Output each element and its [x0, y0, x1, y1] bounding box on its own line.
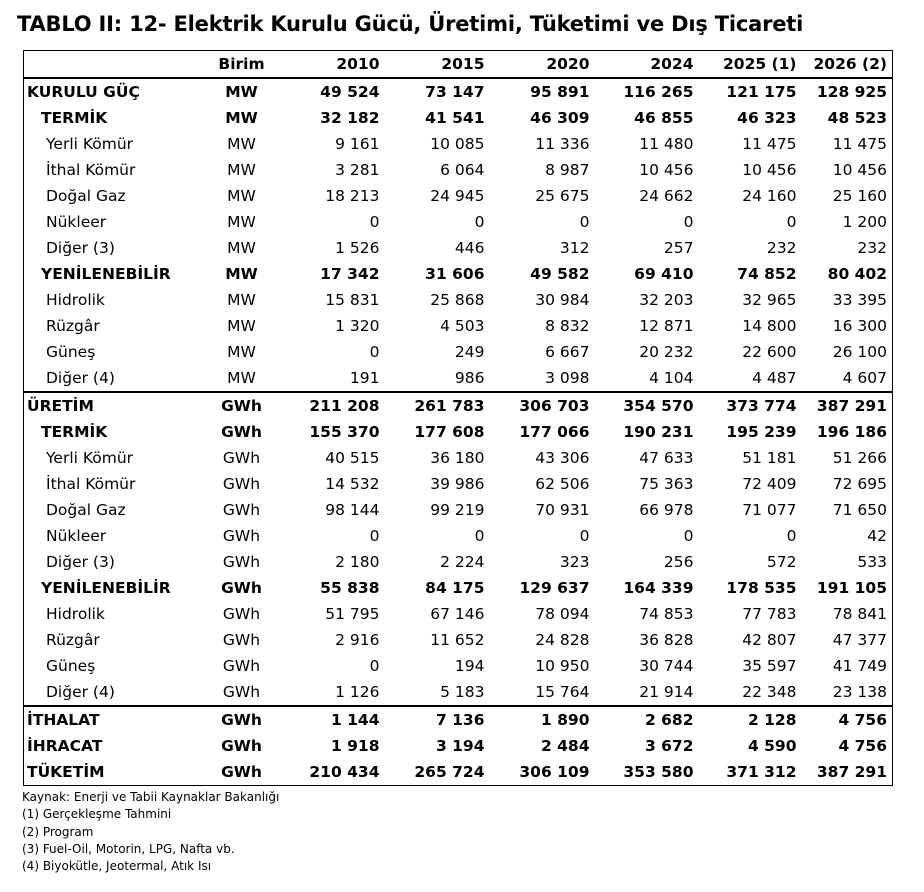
value-cell: 11 336 [535, 135, 590, 153]
row-label: Nükleer [46, 213, 107, 231]
row-unit: GWh [222, 657, 261, 675]
value-cell: 211 208 [278, 392, 385, 419]
table-row [24, 209, 893, 235]
value-cell: 4 756 [838, 737, 887, 755]
table-row [24, 313, 893, 339]
value-cell: 178 535 [726, 579, 797, 597]
row-unit: MW [227, 135, 256, 153]
row-label: Diğer (3) [46, 553, 115, 571]
value-cell: 14 800 [742, 317, 797, 335]
value-cell: 7 136 [385, 706, 490, 733]
value-cell: 49 524 [320, 83, 380, 101]
table-row [24, 445, 893, 471]
value-cell: 194 [454, 657, 485, 675]
value-cell: 2 916 [335, 631, 380, 649]
value-cell: 32 182 [320, 109, 380, 127]
row-unit: GWh [206, 706, 278, 733]
value-cell: 116 265 [623, 83, 694, 101]
value-cell: 8 832 [545, 317, 590, 335]
row-unit: MW [227, 317, 256, 335]
row-unit: GWh [222, 605, 261, 623]
value-cell: 0 [579, 213, 590, 231]
value-cell: 191 [349, 369, 380, 387]
row-label: ÜRETİM [24, 392, 206, 419]
value-cell: 232 [766, 239, 797, 257]
footnote: (4) Biyokütle, Jeotermal, Atık Isı [22, 859, 212, 874]
value-cell: 10 950 [535, 657, 590, 675]
value-cell: 353 580 [623, 763, 694, 781]
value-cell: 261 783 [385, 392, 490, 419]
value-cell: 46 309 [530, 109, 590, 127]
table-row [24, 706, 893, 733]
value-cell: 67 146 [430, 605, 485, 623]
table-row [24, 733, 893, 759]
table-row [24, 653, 893, 679]
value-cell: 46 323 [737, 109, 797, 127]
value-cell: 71 650 [832, 501, 887, 519]
row-label: Rüzgâr [46, 317, 100, 335]
row-label: Doğal Gaz [46, 187, 126, 205]
value-cell: 47 377 [832, 631, 887, 649]
value-cell: 191 105 [816, 579, 887, 597]
value-cell: 2 682 [595, 706, 699, 733]
value-cell: 0 [786, 213, 797, 231]
row-unit: MW [225, 265, 258, 283]
value-cell: 69 410 [634, 265, 694, 283]
value-cell: 0 [474, 527, 485, 545]
value-cell: 0 [683, 527, 694, 545]
table-row [24, 679, 893, 706]
value-cell: 31 606 [425, 265, 485, 283]
value-cell: 24 662 [639, 187, 694, 205]
row-unit: MW [227, 161, 256, 179]
value-cell: 26 100 [832, 343, 887, 361]
value-cell: 42 807 [742, 631, 797, 649]
value-cell: 41 749 [832, 657, 887, 675]
value-cell: 22 348 [742, 683, 797, 701]
row-unit: MW [227, 187, 256, 205]
value-cell: 210 434 [309, 763, 380, 781]
value-cell: 51 795 [325, 605, 380, 623]
value-cell: 129 637 [519, 579, 590, 597]
value-cell: 387 291 [816, 763, 887, 781]
row-unit: GWh [222, 631, 261, 649]
table-row [24, 78, 893, 105]
row-label: Güneş [46, 657, 96, 675]
value-cell: 9 161 [335, 135, 380, 153]
value-cell: 1 918 [330, 737, 380, 755]
value-cell: 986 [454, 369, 485, 387]
table-row [24, 601, 893, 627]
row-label: Güneş [46, 343, 96, 361]
value-cell: 11 475 [832, 135, 887, 153]
value-cell: 4 590 [747, 737, 797, 755]
row-label: YENİLENEBİLİR [41, 265, 171, 283]
value-cell: 0 [474, 213, 485, 231]
value-cell: 306 703 [490, 392, 595, 419]
value-cell: 16 300 [832, 317, 887, 335]
value-cell: 11 475 [742, 135, 797, 153]
row-label: KURULU GÜÇ [27, 83, 140, 101]
value-cell: 128 925 [816, 83, 887, 101]
row-label: İthal Kömür [46, 161, 136, 179]
value-cell: 24 945 [430, 187, 485, 205]
value-cell: 17 342 [320, 265, 380, 283]
row-label: TERMİK [41, 109, 108, 127]
table-row [24, 157, 893, 183]
value-cell: 20 232 [639, 343, 694, 361]
value-cell: 30 744 [639, 657, 694, 675]
row-unit: MW [227, 291, 256, 309]
value-cell: 8 987 [545, 161, 590, 179]
value-cell: 24 160 [742, 187, 797, 205]
row-label: İthal Kömür [46, 475, 136, 493]
value-cell: 46 855 [634, 109, 694, 127]
value-cell: 72 695 [832, 475, 887, 493]
row-label: Nükleer [46, 527, 107, 545]
value-cell: 62 506 [535, 475, 590, 493]
value-cell: 4 487 [752, 369, 797, 387]
row-label: Yerli Kömür [46, 449, 134, 467]
value-cell: 446 [454, 239, 485, 257]
value-cell: 373 774 [699, 392, 802, 419]
value-cell: 71 077 [742, 501, 797, 519]
value-cell: 265 724 [414, 763, 485, 781]
value-cell: 3 098 [545, 369, 590, 387]
value-cell: 155 370 [309, 423, 380, 441]
value-cell: 312 [559, 239, 590, 257]
row-unit: MW [225, 109, 258, 127]
value-cell: 10 456 [639, 161, 694, 179]
value-cell: 73 147 [425, 83, 485, 101]
value-cell: 0 [786, 527, 797, 545]
value-cell: 10 456 [832, 161, 887, 179]
value-cell: 11 480 [639, 135, 694, 153]
row-label: TÜKETİM [27, 763, 105, 781]
row-label: Hidrolik [46, 291, 105, 309]
value-cell: 3 281 [335, 161, 380, 179]
table-row [24, 392, 893, 419]
value-cell: 51 266 [832, 449, 887, 467]
value-cell: 43 306 [535, 449, 590, 467]
table-row [24, 759, 893, 786]
value-cell: 190 231 [623, 423, 694, 441]
value-cell: 35 597 [742, 657, 797, 675]
column-header-year: 2010 [278, 51, 385, 79]
value-cell: 78 841 [832, 605, 887, 623]
column-header-year: 2015 [385, 51, 490, 79]
value-cell: 0 [369, 657, 380, 675]
value-cell: 0 [369, 343, 380, 361]
row-unit: GWh [222, 527, 261, 545]
value-cell: 1 526 [335, 239, 380, 257]
value-cell: 371 312 [726, 763, 797, 781]
value-cell: 3 194 [435, 737, 485, 755]
value-cell: 533 [857, 553, 887, 571]
table-row [24, 183, 893, 209]
value-cell: 0 [683, 213, 694, 231]
value-cell: 47 633 [639, 449, 694, 467]
row-unit: MW [227, 239, 256, 257]
value-cell: 48 523 [827, 109, 887, 127]
row-unit: GWh [206, 392, 278, 419]
column-header-label [24, 51, 206, 79]
row-unit: GWh [222, 553, 261, 571]
value-cell: 70 931 [535, 501, 590, 519]
value-cell: 387 291 [802, 392, 893, 419]
row-unit: MW [227, 369, 256, 387]
value-cell: 6 667 [545, 343, 590, 361]
value-cell: 4 503 [440, 317, 485, 335]
value-cell: 164 339 [623, 579, 694, 597]
table-row [24, 287, 893, 313]
row-unit: MW [227, 213, 256, 231]
row-label: Yerli Kömür [46, 135, 134, 153]
value-cell: 72 409 [742, 475, 797, 493]
column-header-unit: Birim [206, 51, 278, 79]
value-cell: 21 914 [639, 683, 694, 701]
footnote: (2) Program [22, 824, 94, 839]
value-cell: 66 978 [639, 501, 694, 519]
table-row [24, 105, 893, 131]
value-cell: 2 484 [540, 737, 590, 755]
value-cell: 23 138 [832, 683, 887, 701]
value-cell: 2 224 [440, 553, 485, 571]
value-cell: 30 984 [535, 291, 590, 309]
value-cell: 177 608 [414, 423, 485, 441]
source-note: Kaynak: Enerji ve Tabii Kaynaklar Bakanlığı [22, 790, 280, 804]
value-cell: 74 852 [737, 265, 797, 283]
value-cell: 0 [369, 527, 380, 545]
table-row [24, 131, 893, 157]
value-cell: 1 126 [335, 683, 380, 701]
value-cell: 74 853 [639, 605, 694, 623]
row-label: Rüzgâr [46, 631, 100, 649]
row-unit: MW [225, 83, 258, 101]
value-cell: 3 672 [644, 737, 694, 755]
value-cell: 49 582 [530, 265, 590, 283]
row-label: YENİLENEBİLİR [41, 579, 171, 597]
table-row [24, 627, 893, 653]
row-label: Doğal Gaz [46, 501, 126, 519]
table-row [24, 419, 893, 445]
value-cell: 2 180 [335, 553, 380, 571]
value-cell: 4 607 [842, 369, 887, 387]
footnote: (3) Fuel-Oil, Motorin, LPG, Nafta vb. [22, 841, 235, 856]
value-cell: 121 175 [726, 83, 797, 101]
value-cell: 10 085 [430, 135, 485, 153]
value-cell: 40 515 [325, 449, 380, 467]
value-cell: 15 764 [535, 683, 590, 701]
value-cell: 42 [867, 527, 887, 545]
page-title: TABLO II: 12- Elektrik Kurulu Gücü, Üretimi, Tüketimi ve Dış Ticareti [17, 12, 804, 36]
row-unit: GWh [222, 475, 261, 493]
value-cell: 232 [857, 239, 887, 257]
value-cell: 51 181 [742, 449, 797, 467]
value-cell: 84 175 [425, 579, 485, 597]
value-cell: 25 675 [535, 187, 590, 205]
value-cell: 39 986 [430, 475, 485, 493]
value-cell: 1 320 [335, 317, 380, 335]
value-cell: 22 600 [742, 343, 797, 361]
value-cell: 249 [454, 343, 485, 361]
table-row [24, 235, 893, 261]
header-row [24, 51, 893, 79]
value-cell: 78 094 [535, 605, 590, 623]
value-cell: 36 828 [639, 631, 694, 649]
value-cell: 32 965 [742, 291, 797, 309]
table-row [24, 497, 893, 523]
table-row [24, 339, 893, 365]
value-cell: 306 109 [519, 763, 590, 781]
value-cell: 1 200 [842, 213, 887, 231]
value-cell: 25 868 [430, 291, 485, 309]
value-cell: 0 [579, 527, 590, 545]
value-cell: 4 104 [649, 369, 694, 387]
table-row [24, 549, 893, 575]
value-cell: 14 532 [325, 475, 380, 493]
value-cell: 33 395 [832, 291, 887, 309]
value-cell: 12 871 [639, 317, 694, 335]
value-cell: 36 180 [430, 449, 485, 467]
value-cell: 1 890 [490, 706, 595, 733]
value-cell: 195 239 [726, 423, 797, 441]
value-cell: 55 838 [320, 579, 380, 597]
row-label: İTHALAT [24, 706, 206, 733]
row-unit: GWh [222, 683, 261, 701]
row-unit: GWh [221, 737, 262, 755]
column-header-year: 2025 (1) [699, 51, 802, 79]
value-cell: 196 186 [816, 423, 887, 441]
value-cell: 256 [663, 553, 694, 571]
row-label: Diğer (3) [46, 239, 115, 257]
value-cell: 15 831 [325, 291, 380, 309]
table-row [24, 471, 893, 497]
value-cell: 2 128 [699, 706, 802, 733]
value-cell: 75 363 [639, 475, 694, 493]
value-cell: 257 [663, 239, 694, 257]
value-cell: 98 144 [325, 501, 380, 519]
value-cell: 18 213 [325, 187, 380, 205]
row-label: Hidrolik [46, 605, 105, 623]
row-unit: GWh [221, 579, 262, 597]
value-cell: 32 203 [639, 291, 694, 309]
value-cell: 80 402 [827, 265, 887, 283]
footnotes [22, 789, 279, 875]
value-cell: 5 183 [440, 683, 485, 701]
column-header-year: 2026 (2) [802, 51, 893, 79]
value-cell: 99 219 [430, 501, 485, 519]
value-cell: 77 783 [742, 605, 797, 623]
row-label: Diğer (4) [46, 683, 115, 701]
column-header-year: 2024 [595, 51, 699, 79]
value-cell: 323 [559, 553, 590, 571]
value-cell: 24 828 [535, 631, 590, 649]
row-unit: MW [227, 343, 256, 361]
table-row [24, 523, 893, 549]
value-cell: 572 [766, 553, 797, 571]
row-label: TERMİK [41, 423, 108, 441]
footnote: (1) Gerçekleşme Tahmini [22, 807, 172, 822]
table-body [24, 78, 893, 786]
value-cell: 11 652 [430, 631, 485, 649]
value-cell: 354 570 [595, 392, 699, 419]
row-label: Diğer (4) [46, 369, 115, 387]
table-row [24, 261, 893, 287]
value-cell: 4 756 [802, 706, 893, 733]
value-cell: 1 144 [278, 706, 385, 733]
value-cell: 6 064 [440, 161, 485, 179]
data-table [23, 50, 893, 786]
row-unit: GWh [221, 423, 262, 441]
value-cell: 0 [369, 213, 380, 231]
value-cell: 10 456 [742, 161, 797, 179]
value-cell: 177 066 [519, 423, 590, 441]
row-label: İHRACAT [27, 737, 103, 755]
row-unit: GWh [222, 501, 261, 519]
row-unit: GWh [222, 449, 261, 467]
column-header-year: 2020 [490, 51, 595, 79]
value-cell: 25 160 [832, 187, 887, 205]
table-row [24, 575, 893, 601]
table-row [24, 365, 893, 392]
value-cell: 95 891 [530, 83, 590, 101]
row-unit: GWh [221, 763, 262, 781]
value-cell: 41 541 [425, 109, 485, 127]
